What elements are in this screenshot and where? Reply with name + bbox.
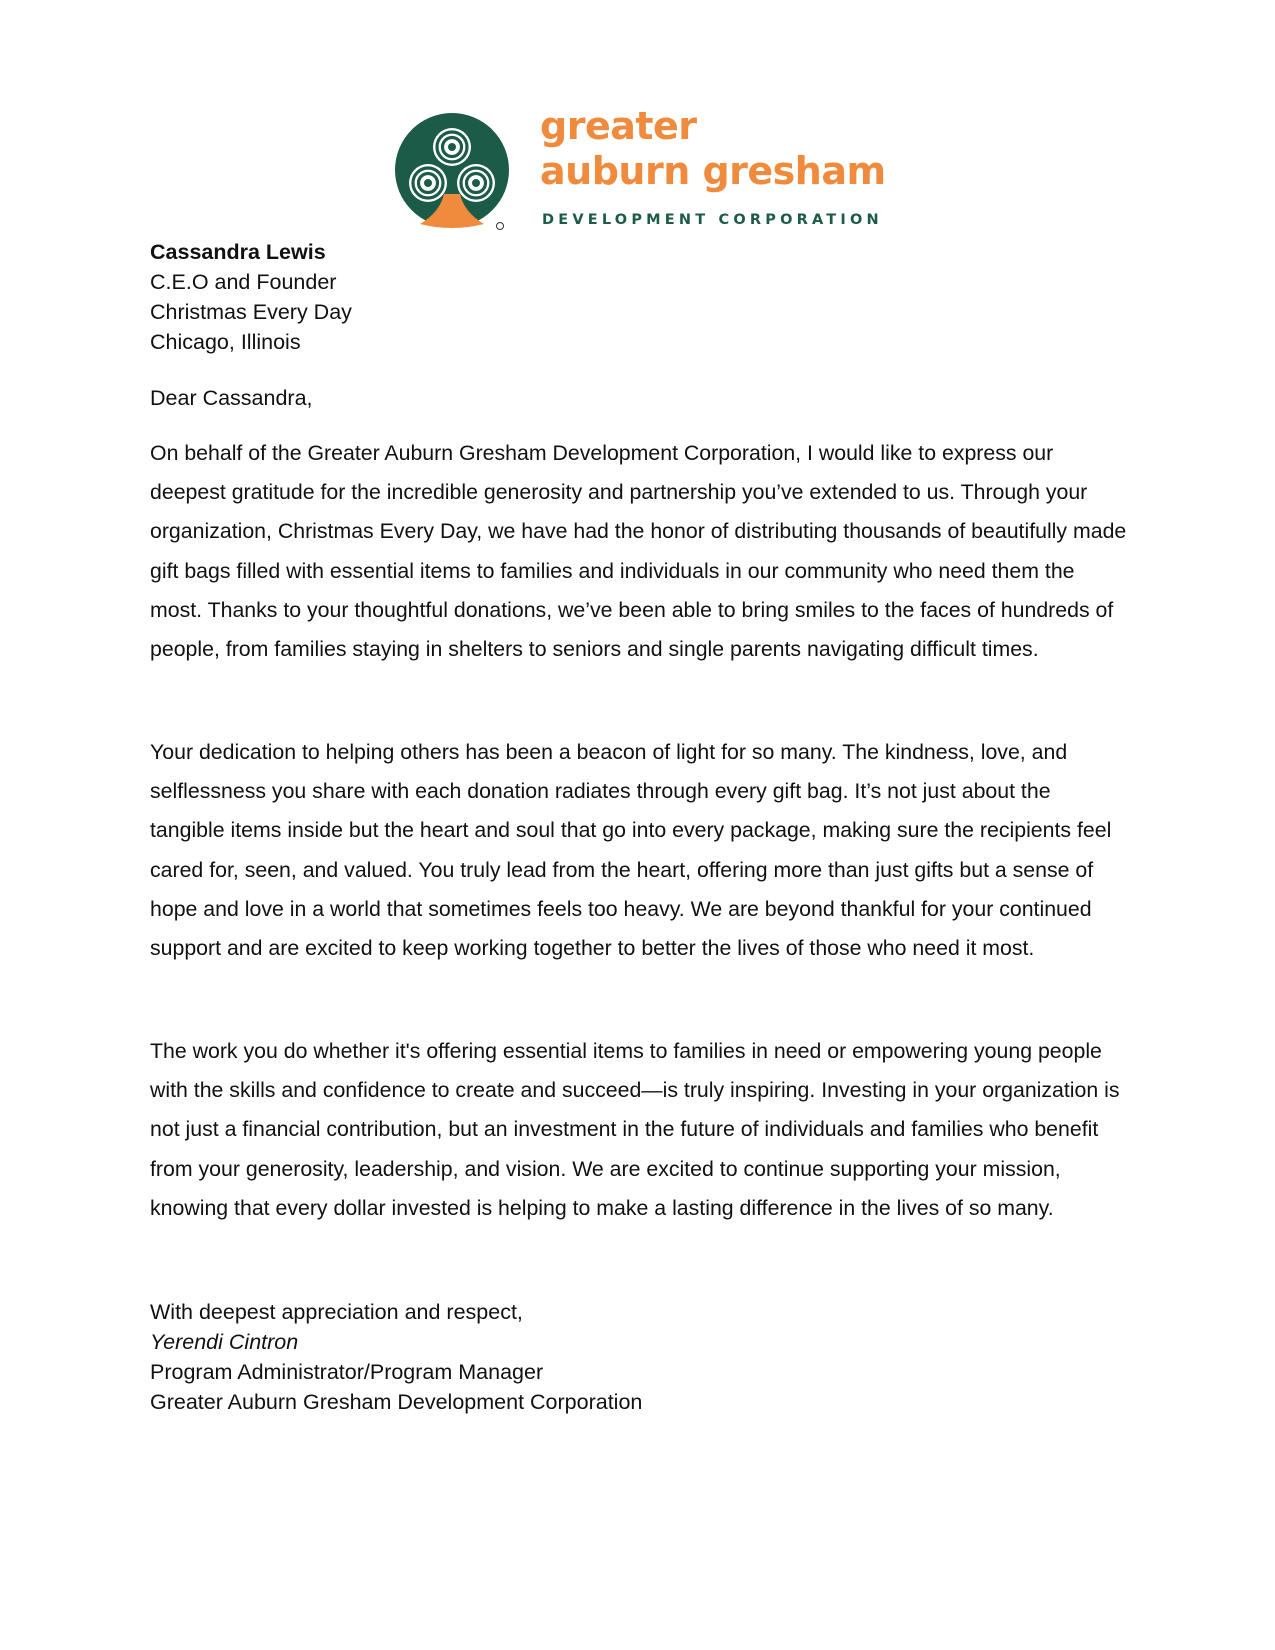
logo-wordmark-line1: greater <box>540 104 697 148</box>
closing-block <box>150 1297 642 1417</box>
body-paragraph-1: On behalf of the Greater Auburn Gresham Development Corporation, I would like to express our deepest gratitude for the incredible generosity and partnership you’ve extended to us. Through your organization, Christmas Every Day, we have had the honor of distributing thousands of beautifully made gift bags filled with essential items to families and individuals in our community who need them the most. Thanks to your thoughtful donations, we’ve been able to bring smiles to the faces of hundreds of people, from families staying in shelters to seniors and single parents navigating difficult times. <box>150 441 1127 662</box>
letterhead-logo <box>392 104 892 238</box>
valediction: With deepest appreciation and respect, <box>150 1300 523 1324</box>
body-paragraph-3: The work you do whether it's offering essential items to families in need or empowering young people with the skills and confidence to create and succeed—is truly inspiring. Investing in your organization is not just a financial contribution, but an investment in the future of individuals and families who benefit from your generosity, leadership, and vision. We are excited to continue supporting your mission, knowing that every dollar invested is helping to make a lasting difference in the lives of so many. <box>150 1039 1120 1220</box>
recipient-block <box>150 237 352 357</box>
salutation: Dear Cassandra, <box>150 386 313 410</box>
logo-subtitle: DEVELOPMENT CORPORATION <box>542 212 883 228</box>
body-paragraph-2: Your dedication to helping others has been a beacon of light for so many. The kindness, love, and selflessness you share with each donation radiates through every gift bag. It’s not just about the tangible items inside but the heart and soul that go into every package, making sure the recipients feel cared for, seen, and valued. You truly lead from the heart, offering more than just gifts but a sense of hope and love in a world that sometimes feels too heavy. We are beyond thankful for your continued support and are excited to keep working together to better the lives of those who need it most. <box>150 740 1112 961</box>
tree-logo-icon <box>392 112 518 238</box>
recipient-organization: Christmas Every Day <box>150 300 352 324</box>
logo-wordmark-line2: auburn gresham <box>540 149 886 193</box>
signature: Yerendi Cintron <box>150 1330 299 1354</box>
recipient-name: Cassandra Lewis <box>150 240 326 264</box>
sender-organization: Greater Auburn Gresham Development Corporation <box>150 1390 643 1414</box>
recipient-title: C.E.O and Founder <box>150 270 337 294</box>
recipient-location: Chicago, Illinois <box>150 330 301 354</box>
sender-title: Program Administrator/Program Manager <box>150 1360 544 1384</box>
